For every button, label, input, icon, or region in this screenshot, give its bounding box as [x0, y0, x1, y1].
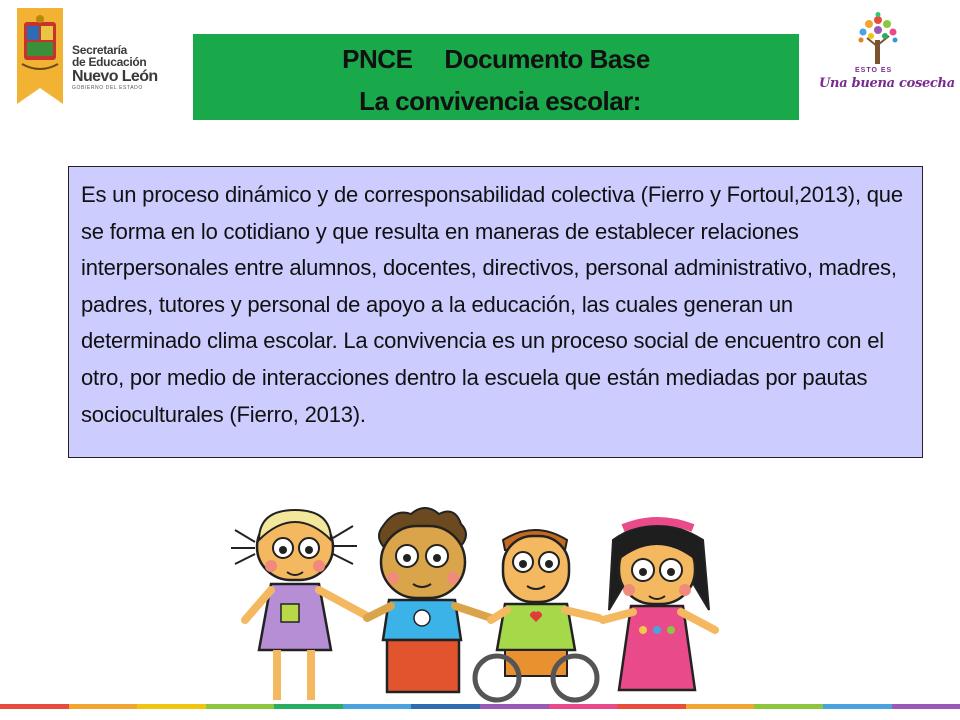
child-girl-pink-dress	[603, 521, 715, 690]
title-documento-base: Documento Base	[444, 44, 650, 74]
buena-cosecha-logo	[815, 12, 955, 92]
title-pnce: PNCE	[342, 44, 413, 74]
children-holding-hands-illustration	[215, 500, 750, 706]
state-shield-icon	[17, 8, 63, 104]
title-banner	[193, 34, 799, 120]
cosecha-main-text: Una buena cosecha	[819, 76, 955, 91]
logo-line-secretaria: Secretaría	[72, 43, 128, 57]
child-boy-wheelchair	[475, 530, 599, 700]
title-line-2: La convivencia escolar:	[359, 86, 641, 116]
secretaria-educacion-logo	[14, 8, 184, 108]
title-line-1	[193, 44, 799, 75]
logo-line-gobierno: GOBIERNO DEL ESTADO	[72, 85, 143, 91]
logo-line-educacion: de Educación	[72, 55, 147, 69]
logo-line-nuevo-leon: Nuevo León	[72, 68, 158, 85]
child-girl-purple-dress	[231, 510, 367, 700]
cosecha-small-text: ESTO ES	[855, 67, 893, 74]
harvest-tree-icon	[853, 12, 903, 66]
definition-text-box	[68, 166, 923, 458]
bottom-color-stripe	[0, 704, 960, 709]
definition-paragraph: Es un proceso dinámico y de corresponsabilidad colectiva (Fierro y Fortoul,2013), que se forma en lo cotidiano y que resulta en maneras de establecer relaciones interpersonales entre alumnos, docentes, directivos, personal administrativo, madres, padres, tutores y personal de apoyo a la educación, las cuales generan un determinado clima escolar. La convivencia es un proceso social de encuentro con el otro, por medio de interacciones dentro la escuela que están mediadas por pautas socioculturales (Fierro, 2013).	[81, 182, 903, 427]
child-boy-blue-shirt	[367, 508, 491, 692]
